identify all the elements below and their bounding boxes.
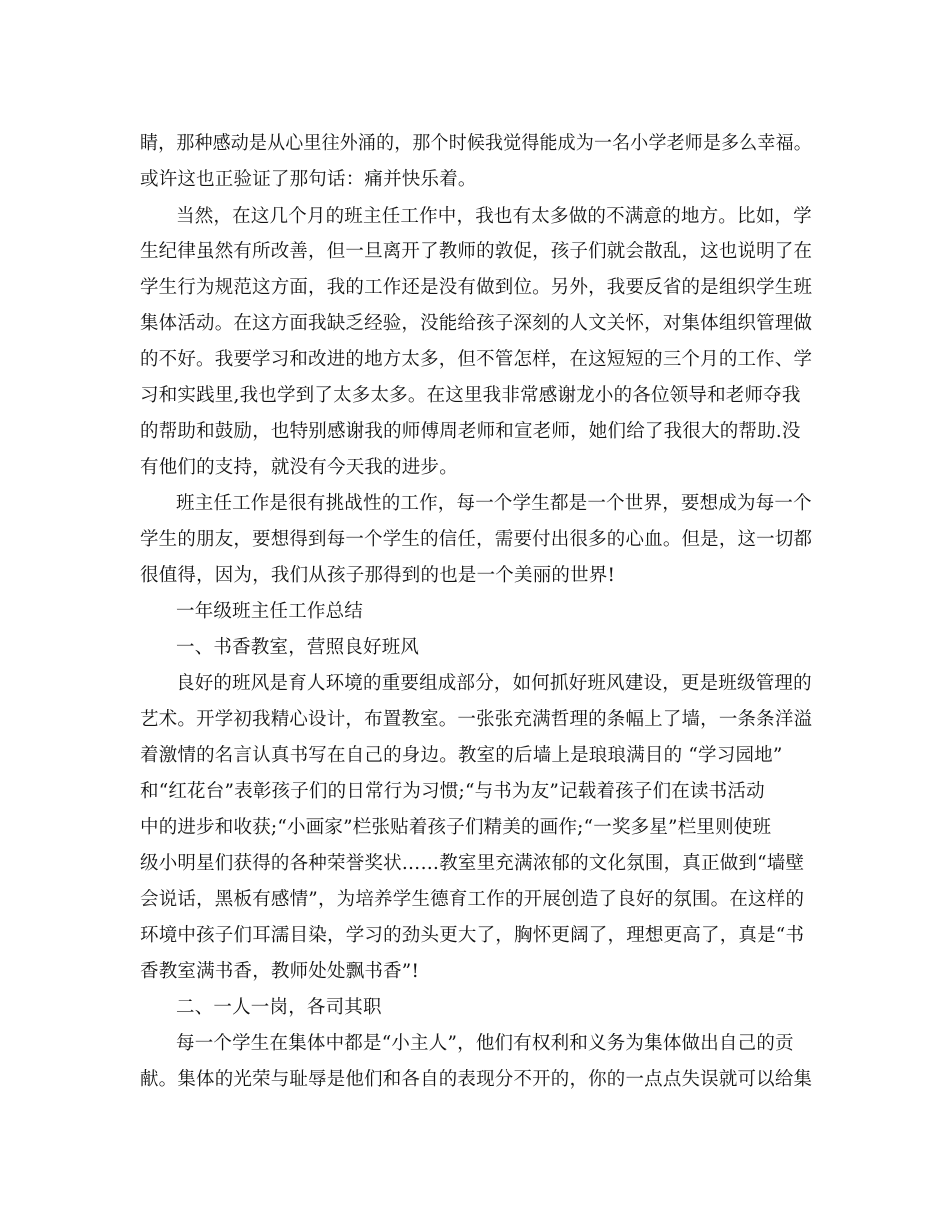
paragraph-first-line: 班主任工作是很有挑战性的工作，每一个学生都是一个世界，要想成为每一个 <box>176 493 812 514</box>
section-heading: 一、书香教室，营照良好班风 <box>176 637 420 658</box>
text-line: 生纪律虽然有所改善，但一旦离开了教师的敦促，孩子们就会散乱，这也说明了在 <box>140 241 813 262</box>
text-line: 艺术。开学初我精心设计，布置教室。一张张充满哲理的条幅上了墙，一条条洋溢 <box>140 709 813 730</box>
text-line: 着激情的名言认真书写在自己的身边。教室的后墙上是琅琅满目的 “学习园地” <box>140 745 783 766</box>
section-heading: 二、一人一岗，各司其职 <box>176 997 382 1018</box>
text-line: 睛，那种感动是从心里往外涌的，那个时候我觉得能成为一名小学老师是多么幸福。 <box>140 133 812 154</box>
text-line: 会说话，黑板有感情”，为培养学生德育工作的开展创造了良好的氛围。在这样的 <box>140 889 805 910</box>
paragraph-first-line: 每一个学生在集体中都是“小主人”，他们有权利和义务为集体做出自己的贡 <box>176 1033 794 1054</box>
text-line: 集体活动。在这方面我缺乏经验，没能给孩子深刻的人文关怀，对集体组织管理做 <box>140 313 813 334</box>
paragraph-first-line: 当然，在这几个月的班主任工作中，我也有太多做的不满意的地方。比如，学 <box>176 206 812 227</box>
text-line: 学生行为规范这方面，我的工作还是没有做到位。另外，我要反省的是组织学生班 <box>140 277 813 298</box>
text-line: 级小明星们获得的各种荣誉奖状……教室里充满浓郁的文化氛围，真正做到“墙壁 <box>140 853 805 874</box>
text-line: 香教室满书香，教师处处飘书香”! <box>140 961 420 982</box>
text-line: 的帮助和鼓励，也特别感谢我的师傅周老师和宣老师，她们给了我很大的帮助.没 <box>140 421 801 442</box>
text-line: 的不好。我要学习和改进的地方太多，但不管怎样，在这短短的三个月的工作、学 <box>140 349 813 370</box>
text-line: 很值得，因为，我们从孩子那得到的也是一个美丽的世界! <box>140 565 616 586</box>
text-line: 或许这也正验证了那句话：痛并快乐着。 <box>140 169 477 190</box>
text-line: 和“红花台”表彰孩子们的日常行为习惯;“与书为友”记载着孩子们在读书活动 <box>140 781 765 802</box>
text-line: 学生的朋友，要想得到每一个学生的信任，需要付出很多的心血。但是，这一切都 <box>140 529 813 550</box>
text-line: 有他们的支持，就没有今天我的进步。 <box>140 457 458 478</box>
text-line: 习和实践里,我也学到了太多太多。在这里我非常感谢龙小的各位领导和老师夺我 <box>140 385 801 406</box>
section-title: 一年级班主任工作总结 <box>176 601 364 622</box>
paragraph-first-line: 良好的班风是育人环境的重要组成部分，如何抓好班风建设，更是班级管理的 <box>176 673 812 694</box>
text-line: 献。集体的光荣与耻辱是他们和各自的表现分不开的，你的一点点失误就可以给集 <box>140 1069 813 1090</box>
text-line: 中的进步和收获;“小画家”栏张贴着孩子们精美的画作;“一奖多星”栏里则使班 <box>140 817 772 838</box>
text-line: 环境中孩子们耳濡目染，学习的劲头更大了，胸怀更阔了，理想更高了，真是“书 <box>140 925 805 946</box>
